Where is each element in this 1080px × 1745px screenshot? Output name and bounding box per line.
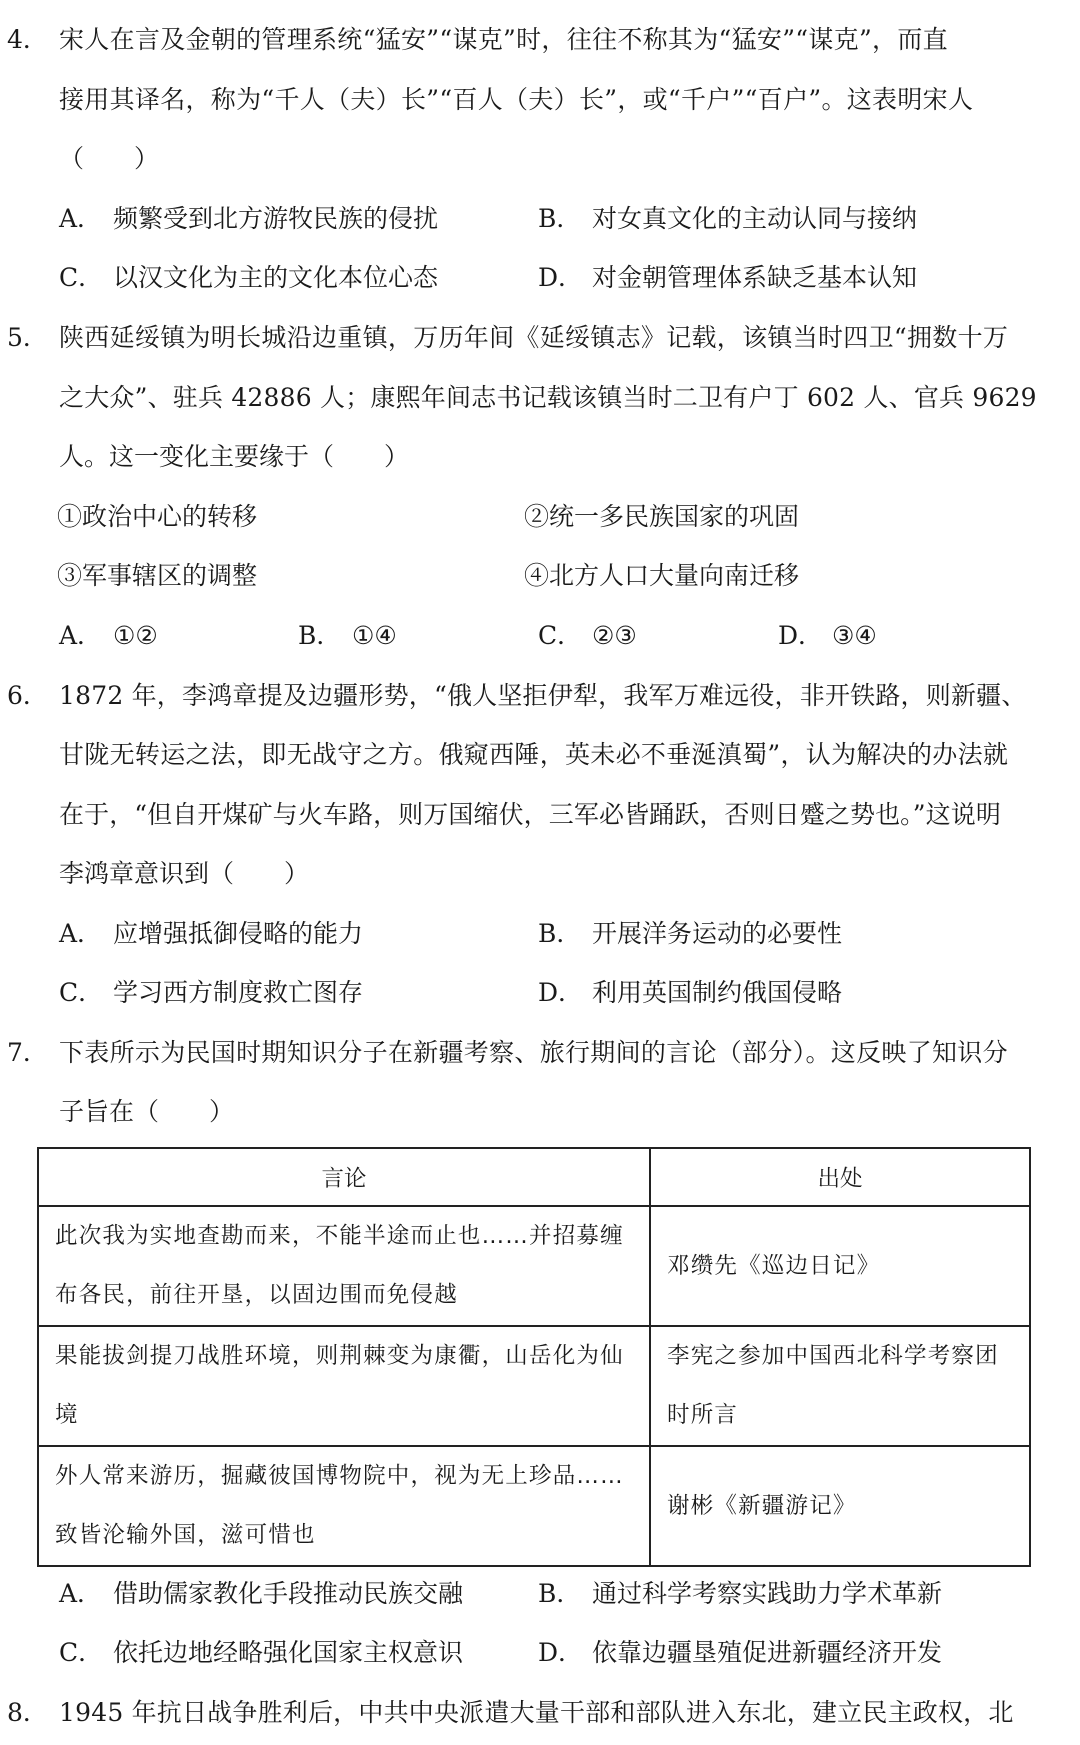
option-label: B． xyxy=(538,1579,582,1608)
question-answer-blank: （ ） xyxy=(59,144,160,173)
option-label: D． xyxy=(778,621,824,650)
option-label: D． xyxy=(538,978,584,1007)
option-text: 依靠边疆垦殖促进新疆经济开发 xyxy=(592,1638,943,1667)
option-text: 频繁受到北方游牧民族的侵扰 xyxy=(113,204,439,233)
statement-item: ①政治中心的转移 xyxy=(57,502,258,531)
option-text: 通过科学考察实践助力学术革新 xyxy=(592,1579,943,1608)
option-label: B． xyxy=(538,204,582,233)
option-label: C． xyxy=(59,263,104,292)
question-stem-line: 人。这一变化主要缘于（ ） xyxy=(59,442,410,471)
option-label: A． xyxy=(59,621,103,650)
table-row xyxy=(38,1326,1030,1446)
option-text: ③④ xyxy=(832,621,877,650)
column-header-source: 出处 xyxy=(650,1148,1030,1206)
statement-item: ④北方人口大量向南迁移 xyxy=(524,561,800,590)
option-label: A． xyxy=(59,204,103,233)
option-label: C． xyxy=(59,1638,104,1667)
question-stem-line: 甘陇无转运之法，即无战守之方。俄窥西陲，英未必不垂涎滇蜀”，认为解决的办法就 xyxy=(59,740,1009,769)
question-stem-line: 陕西延绥镇为明长城沿边重镇，万历年间《延绥镇志》记载，该镇当时四卫“拥数十万 xyxy=(59,323,1009,352)
question-stem-line: 李鸿章意识到（ ） xyxy=(59,859,310,888)
question-number: 6． xyxy=(7,681,48,710)
table-row xyxy=(38,1206,1030,1326)
quote-cell: 果能拔剑提刀战胜环境，则荆棘变为康衢，山岳化为仙境 xyxy=(38,1326,650,1446)
question-stem-line: 1872 年，李鸿章提及边疆形势，“俄人坚拒伊犁，我军万难远役，非开铁路，则新疆、 xyxy=(59,681,1027,710)
question-number: 5． xyxy=(7,323,48,352)
source-cell: 李宪之参加中国西北科学考察团时所言 xyxy=(650,1326,1030,1446)
column-header-quote: 言论 xyxy=(38,1148,650,1206)
question-stem-line: 之大众”、驻兵 42886 人；康熙年间志书记载该镇当时二卫有户丁 602 人、官兵 9629 xyxy=(59,383,1037,412)
option-text: ①② xyxy=(113,621,158,650)
quotes-table xyxy=(37,1147,1031,1567)
question-stem-line: 子旨在（ ） xyxy=(59,1097,235,1126)
source-cell: 谢彬《新疆游记》 xyxy=(650,1446,1030,1566)
table-row xyxy=(38,1446,1030,1566)
option-label: C． xyxy=(538,621,583,650)
option-text: 依托边地经略强化国家主权意识 xyxy=(113,1638,464,1667)
question-number: 8． xyxy=(7,1698,48,1727)
option-text: 学习西方制度救亡图存 xyxy=(113,978,364,1007)
statement-item: ③军事辖区的调整 xyxy=(57,561,258,590)
option-text: 以汉文化为主的文化本位心态 xyxy=(113,263,439,292)
source-cell: 邓缵先《巡边日记》 xyxy=(650,1206,1030,1326)
option-label: C． xyxy=(59,978,104,1007)
option-label: D． xyxy=(538,1638,584,1667)
question-number: 7． xyxy=(7,1038,48,1067)
question-number: 4． xyxy=(7,25,48,54)
option-text: 借助儒家教化手段推动民族交融 xyxy=(113,1579,464,1608)
option-label: A． xyxy=(59,919,103,948)
statement-item: ②统一多民族国家的巩固 xyxy=(524,502,800,531)
option-label: B． xyxy=(298,621,342,650)
option-text: 对女真文化的主动认同与接纳 xyxy=(592,204,918,233)
quote-cell: 此次我为实地查勘而来，不能半途而止也……并招募缠布各民，前往开垦，以固边围而免侵越 xyxy=(38,1206,650,1326)
table-header-row xyxy=(38,1148,1030,1206)
option-text: 应增强抵御侵略的能力 xyxy=(113,919,364,948)
question-stem-line: 宋人在言及金朝的管理系统“猛安”“谋克”时，往往不称其为“猛安”“谋克”，而直 xyxy=(59,25,948,54)
option-text: 开展洋务运动的必要性 xyxy=(592,919,843,948)
option-label: B． xyxy=(538,919,582,948)
option-text: 对金朝管理体系缺乏基本认知 xyxy=(592,263,918,292)
option-label: D． xyxy=(538,263,584,292)
question-stem-line: 在于，“但自开煤矿与火车路，则万国缩伏，三军必皆踊跃，否则日蹙之势也。”这说明 xyxy=(59,800,1001,829)
question-stem-line: 1945 年抗日战争胜利后，中共中央派遣大量干部和部队进入东北，建立民主政权，北 xyxy=(59,1698,1014,1727)
option-text: 利用英国制约俄国侵略 xyxy=(592,978,843,1007)
quote-cell: 外人常来游历，掘藏彼国博物院中，视为无上珍品……致皆沦输外国，滋可惜也 xyxy=(38,1446,650,1566)
option-label: A． xyxy=(59,1579,103,1608)
option-text: ①④ xyxy=(352,621,397,650)
question-stem-line: 下表所示为民国时期知识分子在新疆考察、旅行期间的言论（部分）。这反映了知识分 xyxy=(59,1038,1008,1067)
question-stem-line: 接用其译名，称为“千人（夫）长”“百人（夫）长”，或“千户”“百户”。这表明宋人 xyxy=(59,85,974,114)
option-text: ②③ xyxy=(592,621,637,650)
